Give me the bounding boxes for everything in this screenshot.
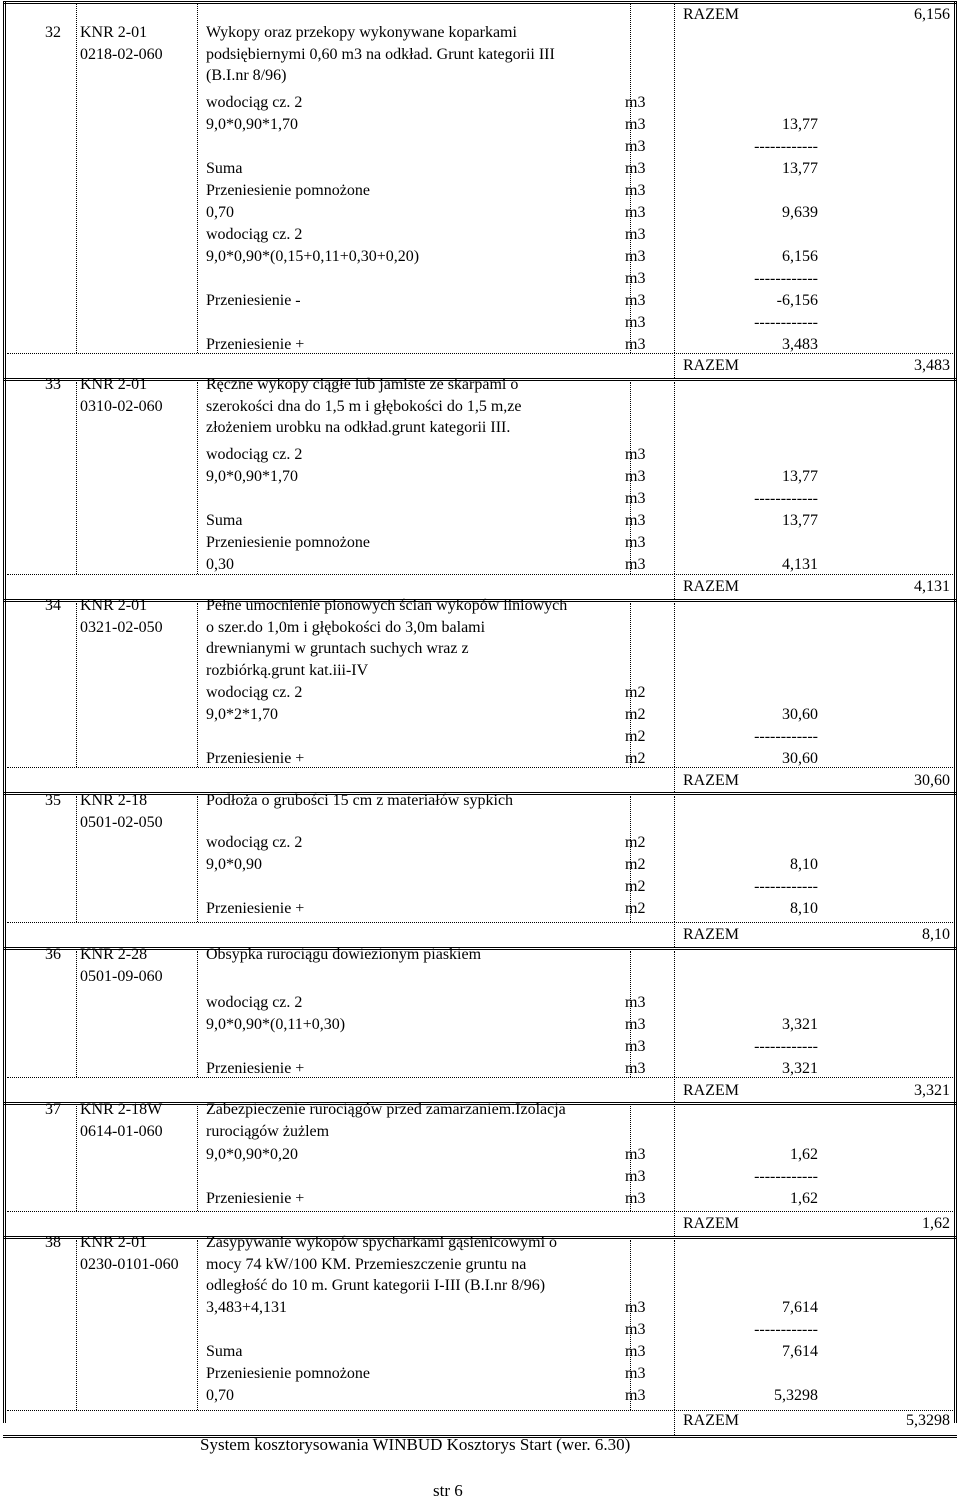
calc-unit: m3	[625, 248, 646, 265]
calc-value: 8,10	[790, 900, 818, 917]
calc-text: 9,0*0,90*(0,15+0,11+0,30+0,20)	[206, 248, 420, 265]
calc-text: Suma	[206, 512, 243, 529]
calc-unit: m2	[625, 706, 646, 723]
calc-value: 6,156	[782, 248, 818, 265]
calc-value: ------------	[754, 314, 818, 331]
item-code-primary: KNR 2-01	[80, 1234, 148, 1251]
razem-column-rule	[674, 922, 675, 947]
calc-value: 7,614	[782, 1299, 818, 1316]
item-description-line: Zabezpieczenie rurociągów przed zamarzaniem.Izolacja	[206, 1101, 566, 1118]
razem-value: 8,10	[922, 926, 950, 943]
calc-value: ------------	[754, 1168, 818, 1185]
razem-value: 3,483	[914, 357, 950, 374]
calc-text: Przeniesienie +	[206, 1060, 305, 1077]
calc-unit: m3	[625, 182, 646, 199]
column-rule	[76, 382, 77, 574]
system-footer: System kosztorysowania WINBUD Kosztorys Start (wer. 6.30)	[200, 1435, 631, 1454]
calc-unit: m3	[625, 1321, 646, 1338]
calc-text: wodociąg cz. 2	[206, 446, 303, 463]
item-description-line: rurociągów żużlem	[206, 1122, 330, 1140]
calc-unit: m3	[625, 226, 646, 243]
column-rule	[76, 1106, 77, 1211]
item-code-secondary: 0501-02-050	[80, 814, 163, 831]
column-rule	[674, 1106, 675, 1211]
calc-text: 9,0*0,90*0,20	[206, 1146, 298, 1163]
item-description-line: Obsypka rurociągu dowiezionym piaskiem	[206, 946, 482, 963]
column-rule	[197, 603, 198, 767]
calc-unit: m3	[625, 314, 646, 331]
column-rule	[630, 1240, 631, 1410]
calc-text: wodociąg cz. 2	[206, 834, 303, 851]
item-number: 38	[45, 1234, 61, 1251]
calc-text: 0,30	[206, 556, 234, 573]
calc-text: wodociąg cz. 2	[206, 994, 303, 1011]
calc-text: 9,0*0,90	[206, 856, 262, 873]
calc-unit: m3	[625, 468, 646, 485]
calc-unit: m3	[625, 512, 646, 529]
dotted-row-separator	[7, 1410, 953, 1411]
dotted-row-separator	[7, 922, 953, 923]
razem-value: 4,131	[914, 578, 950, 595]
item-description-line: złożeniem urobku na odkład.grunt kategorii III.	[206, 419, 511, 436]
column-rule	[674, 382, 675, 574]
calc-value: -6,156	[776, 292, 818, 309]
item-number: 34	[45, 597, 61, 614]
column-rule	[630, 382, 631, 574]
razem-column-rule	[674, 1410, 675, 1435]
calc-unit: m3	[625, 1387, 646, 1404]
item-description-line: szerokości dna do 1,5 m i głębokości do 1,5 m,ze	[206, 397, 522, 415]
calc-unit: m3	[625, 1190, 646, 1207]
razem-value: 5,3298	[906, 1412, 950, 1429]
calc-unit: m2	[625, 750, 646, 767]
calc-value: 8,10	[790, 856, 818, 873]
top-razem-value: 6,156	[914, 6, 950, 23]
item-description-line: mocy 74 kW/100 KM. Przemieszczenie gruntu na	[206, 1255, 527, 1273]
column-rule	[197, 1240, 198, 1410]
item-number: 37	[45, 1101, 61, 1118]
calc-unit: m2	[625, 900, 646, 917]
item-code-primary: KNR 2-18W	[80, 1101, 163, 1118]
column-rule	[630, 1106, 631, 1211]
item-description-line: odległość do 10 m. Grunt kategorii I-III (B.I.nr 8/96)	[206, 1277, 546, 1294]
item-code-secondary: 0321-02-050	[80, 619, 163, 636]
calc-text: 9,0*0,90*1,70	[206, 468, 298, 485]
calc-unit: m3	[625, 556, 646, 573]
column-rule	[674, 603, 675, 767]
calc-value: ------------	[754, 138, 818, 155]
calc-text: wodociąg cz. 2	[206, 226, 303, 243]
column-rule	[76, 603, 77, 767]
calc-unit: m2	[625, 878, 646, 895]
item-description-line: Podłoża o grubości 15 cm z materiałów sypkich	[206, 792, 514, 809]
calc-unit: m2	[625, 684, 646, 701]
item-number: 36	[45, 946, 61, 963]
calc-value: ------------	[754, 1038, 818, 1055]
calc-value: 13,77	[782, 468, 818, 485]
razem-label: RAZEM	[683, 1412, 739, 1429]
column-rule	[76, 951, 77, 1077]
calc-unit: m3	[625, 204, 646, 221]
page-number: str 6	[433, 1481, 463, 1500]
dotted-row-separator	[7, 1211, 953, 1212]
razem-column-rule	[674, 1211, 675, 1236]
calc-text: Przeniesienie +	[206, 750, 305, 767]
column-rule	[630, 796, 631, 922]
top-razem-label: RAZEM	[683, 6, 739, 23]
item-code-secondary: 0310-02-060	[80, 398, 163, 415]
column-rule	[630, 951, 631, 1077]
calc-unit: m3	[625, 994, 646, 1011]
razem-value: 1,62	[922, 1215, 950, 1232]
item-description-line: (B.I.nr 8/96)	[206, 67, 287, 84]
item-description-line: Zasypywanie wykopów spycharkami gąsienicowymi o	[206, 1234, 558, 1251]
item-code-primary: KNR 2-01	[80, 24, 148, 41]
entry-divider	[3, 1435, 957, 1438]
calc-unit: m3	[625, 116, 646, 133]
item-code-secondary: 0614-01-060	[80, 1123, 163, 1140]
calc-unit: m3	[625, 94, 646, 111]
calc-text: Suma	[206, 160, 243, 177]
left-border	[3, 1, 6, 1423]
razem-label: RAZEM	[683, 926, 739, 943]
calc-unit: m3	[625, 1168, 646, 1185]
calc-text: 3,483+4,131	[206, 1299, 288, 1316]
razem-column-rule	[674, 574, 675, 599]
razem-column-rule	[674, 767, 675, 792]
item-code-secondary: 0501-09-060	[80, 968, 163, 985]
calc-unit: m3	[625, 534, 646, 551]
item-description-line: Wykopy oraz przekopy wykonywane koparkami	[206, 24, 517, 41]
dotted-row-separator	[7, 767, 953, 768]
right-border	[954, 1, 957, 1423]
calc-unit: m2	[625, 728, 646, 745]
calc-text: wodociąg cz. 2	[206, 684, 303, 701]
item-code-primary: KNR 2-01	[80, 597, 148, 614]
calc-value: 13,77	[782, 512, 818, 529]
column-rule	[197, 4, 198, 353]
column-rule	[197, 382, 198, 574]
calc-value: 5,3298	[774, 1387, 818, 1404]
calc-text: wodociąg cz. 2	[206, 94, 303, 111]
calc-text: 9,0*2*1,70	[206, 706, 278, 723]
calc-text: 0,70	[206, 1387, 234, 1404]
calc-value: 30,60	[782, 706, 818, 723]
calc-text: 9,0*0,90*1,70	[206, 116, 298, 133]
dotted-row-separator	[7, 574, 953, 575]
column-rule	[674, 1240, 675, 1410]
column-rule	[630, 4, 631, 353]
item-description-line: o szer.do 1,0m i głębokości do 3,0m balami	[206, 618, 486, 636]
column-rule	[197, 1106, 198, 1211]
calc-unit: m3	[625, 1299, 646, 1316]
column-rule	[76, 1240, 77, 1410]
calc-text: Suma	[206, 1343, 243, 1360]
calc-value: 1,62	[790, 1146, 818, 1163]
item-code-primary: KNR 2-01	[80, 376, 148, 393]
item-description-line: Ręczne wykopy ciągłe lub jamiste ze skarpami o	[206, 376, 519, 393]
razem-label: RAZEM	[683, 578, 739, 595]
calc-unit: m3	[625, 270, 646, 287]
calc-text: Przeniesienie +	[206, 1190, 305, 1207]
razem-label: RAZEM	[683, 1215, 739, 1232]
calc-value: 4,131	[782, 556, 818, 573]
item-number: 33	[45, 376, 61, 393]
calc-value: 9,639	[782, 204, 818, 221]
razem-label: RAZEM	[683, 1082, 739, 1099]
calc-value: 3,483	[782, 336, 818, 353]
calc-unit: m3	[625, 1038, 646, 1055]
dotted-row-separator	[7, 1077, 953, 1078]
calc-text: 0,70	[206, 204, 234, 221]
calc-value: 1,62	[790, 1190, 818, 1207]
item-number: 32	[45, 24, 61, 41]
razem-value: 30,60	[914, 772, 950, 789]
calc-unit: m2	[625, 856, 646, 873]
calc-text: Przeniesienie pomnożone	[206, 182, 370, 199]
column-rule	[674, 951, 675, 1077]
calc-value: 7,614	[782, 1343, 818, 1360]
calc-value: 13,77	[782, 116, 818, 133]
calc-unit: m3	[625, 1146, 646, 1163]
calc-value: ------------	[754, 728, 818, 745]
calc-value: ------------	[754, 270, 818, 287]
calc-text: Przeniesienie pomnożone	[206, 1365, 370, 1382]
item-description-line: rozbiórką.grunt kat.iii-IV	[206, 661, 369, 679]
calc-unit: m3	[625, 1016, 646, 1033]
item-description-line: Pełne umocnienie pionowych ścian wykopów liniowych	[206, 597, 568, 614]
calc-value: ------------	[754, 490, 818, 507]
calc-unit: m3	[625, 490, 646, 507]
calc-text: Przeniesienie pomnożone	[206, 534, 370, 551]
column-rule	[674, 4, 675, 353]
item-code-primary: KNR 2-28	[80, 946, 148, 963]
column-rule	[76, 796, 77, 922]
calc-unit: m3	[625, 1060, 646, 1077]
calc-unit: m2	[625, 834, 646, 851]
calc-value: 13,77	[782, 160, 818, 177]
calc-text: 9,0*0,90*(0,11+0,30)	[206, 1016, 346, 1033]
column-rule	[674, 796, 675, 922]
calc-value: ------------	[754, 878, 818, 895]
column-rule	[76, 4, 77, 353]
calc-unit: m3	[625, 1343, 646, 1360]
calc-value: 3,321	[782, 1016, 818, 1033]
calc-unit: m3	[625, 292, 646, 309]
calc-unit: m3	[625, 446, 646, 463]
top-border	[3, 1, 957, 4]
calc-unit: m3	[625, 1365, 646, 1382]
razem-label: RAZEM	[683, 772, 739, 789]
item-number: 35	[45, 792, 61, 809]
calc-value: ------------	[754, 1321, 818, 1338]
razem-value: 3,321	[914, 1082, 950, 1099]
calc-text: Przeniesienie -	[206, 292, 301, 309]
item-code-primary: KNR 2-18	[80, 792, 148, 809]
calc-text: Przeniesienie +	[206, 336, 305, 353]
calc-unit: m3	[625, 336, 646, 353]
item-code-secondary: 0230-0101-060	[80, 1256, 179, 1273]
razem-column-rule	[674, 353, 675, 378]
dotted-row-separator	[7, 353, 953, 354]
calc-value: 3,321	[782, 1060, 818, 1077]
item-description-line: podsiębiernymi 0,60 m3 na odkład. Grunt kategorii III	[206, 45, 555, 63]
razem-label: RAZEM	[683, 357, 739, 374]
calc-text: Przeniesienie +	[206, 900, 305, 917]
column-rule	[630, 603, 631, 767]
calc-value: 30,60	[782, 750, 818, 767]
razem-column-rule	[674, 1077, 675, 1102]
calc-unit: m3	[625, 138, 646, 155]
item-code-secondary: 0218-02-060	[80, 46, 163, 63]
column-rule	[197, 796, 198, 922]
calc-unit: m3	[625, 160, 646, 177]
column-rule	[197, 951, 198, 1077]
item-description-line: drewnianymi w gruntach suchych wraz z	[206, 640, 469, 657]
